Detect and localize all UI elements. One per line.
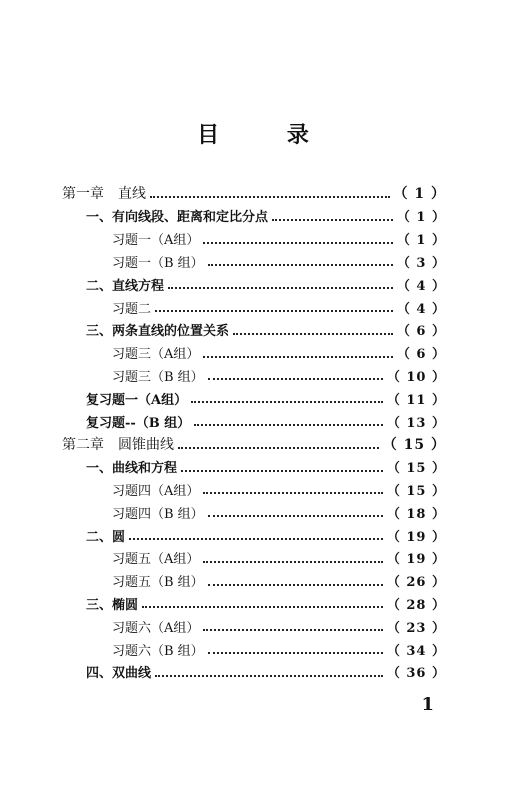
toc-entry-page: （ 3 ）: [396, 255, 446, 271]
toc-entry-page: （ 13 ）: [386, 415, 446, 431]
toc-entry-page: （ 15 ）: [386, 461, 446, 477]
page-number: 1: [421, 694, 434, 715]
page-title: 目 录: [197, 123, 339, 148]
toc-entry-page: （ 19 ）: [386, 529, 446, 545]
dot-leader: [168, 287, 393, 289]
toc-entry-page: （ 11 ）: [386, 392, 446, 408]
toc-entry-label: 二、直线方程: [86, 278, 165, 294]
toc-entry-label: 习题六（A组）: [112, 620, 200, 636]
toc-entry: [112, 250, 446, 272]
dot-leader: [208, 515, 383, 517]
toc-entry-label: 习题五（B 组）: [112, 575, 204, 591]
toc-entry-label: 习题五（A组）: [112, 552, 200, 568]
toc-entry: [86, 319, 446, 341]
toc-entry: [112, 501, 446, 523]
toc-entry: [62, 433, 446, 455]
toc-entry: [112, 547, 446, 569]
toc-entry-page: （ 1 ）: [396, 233, 446, 249]
dot-leader: [203, 356, 393, 358]
dot-leader: [203, 629, 382, 631]
toc-entry-page: （ 15 ）: [386, 483, 446, 499]
dot-leader: [181, 470, 383, 472]
toc-entry-page: （ 36 ）: [386, 666, 446, 682]
toc-entry-page: （ 23 ）: [386, 620, 446, 636]
dot-leader: [150, 196, 390, 198]
dot-leader: [208, 378, 383, 380]
toc-entry-label: 习题六（B 组）: [112, 643, 204, 659]
toc-entry-label: 习题一（A组）: [112, 233, 200, 249]
toc-entry: [112, 342, 446, 364]
dot-leader: [194, 424, 383, 426]
toc-entry: [112, 615, 446, 637]
toc-entry: [112, 364, 446, 386]
toc-entry: [112, 570, 446, 592]
toc-entry-label: 习题三（A组）: [112, 347, 200, 363]
toc-entry-label: 第二章 圆锥曲线: [62, 436, 174, 453]
toc-entry-label: 复习题一（A组）: [86, 392, 188, 408]
dot-leader: [272, 219, 393, 221]
toc-entry: [62, 182, 446, 204]
dot-leader: [203, 561, 382, 563]
toc-entry-label: 一、曲线和方程: [86, 461, 178, 477]
toc-entry: [86, 456, 446, 478]
toc-entry-label: 四、双曲线: [86, 666, 152, 682]
toc-entry-page: （ 28 ）: [386, 597, 446, 613]
toc-entry-label: 习题三（B 组）: [112, 369, 204, 385]
toc-entry: [86, 524, 446, 546]
dot-leader: [142, 606, 383, 608]
toc-entry-label: 三、两条直线的位置关系: [86, 324, 230, 340]
toc-entry-page: （ 4 ）: [396, 301, 446, 317]
dot-leader: [208, 652, 383, 654]
toc-entry-page: （ 1 ）: [396, 210, 446, 226]
toc-entry: [86, 592, 446, 614]
toc-entry-label: 复习题--（B 组）: [86, 415, 191, 431]
dot-leader: [191, 401, 383, 403]
toc-entry-page: （ 18 ）: [386, 506, 446, 522]
toc-entry-label: 第一章 直线: [62, 186, 146, 202]
toc-entry-page: （ 4 ）: [396, 278, 446, 294]
toc-entry: [112, 296, 446, 318]
toc-entry: [112, 478, 446, 500]
toc-entry: [112, 638, 446, 660]
toc-entry: [86, 410, 446, 432]
toc-entry-page: （ 6 ）: [396, 347, 446, 363]
toc-entry-label: 三、椭圆: [86, 597, 139, 613]
toc-entry-label: 习题一（B 组）: [112, 255, 204, 271]
dot-leader: [208, 264, 393, 266]
dot-leader: [155, 675, 383, 677]
toc-entry-label: 习题四（A组）: [112, 483, 200, 499]
dot-leader: [203, 492, 382, 494]
dot-leader: [178, 447, 379, 449]
toc-entry-page: （ 6 ）: [396, 324, 446, 340]
toc-entry-page: （ 26 ）: [386, 575, 446, 591]
toc-entry-label: 二、圆: [86, 529, 126, 545]
toc-entry: [86, 661, 446, 683]
toc-entry-page: （ 19 ）: [386, 552, 446, 568]
toc-entry: [112, 228, 446, 250]
dot-leader: [129, 538, 383, 540]
dot-leader: [208, 584, 383, 586]
toc-entry: [86, 205, 446, 227]
toc-entry-label: 习题四（B 组）: [112, 506, 204, 522]
toc-entry-page: （ 15 ）: [382, 436, 446, 453]
toc-entry-label: 一、有向线段、距离和定比分点: [86, 210, 269, 226]
toc-entry-page: （ 1 ）: [393, 186, 446, 202]
dot-leader: [233, 333, 393, 335]
toc-entry: [86, 273, 446, 295]
toc-entry-label: 习题二: [112, 301, 152, 317]
toc-entry-page: （ 34 ）: [386, 643, 446, 659]
dot-leader: [203, 242, 393, 244]
toc-entry: [86, 387, 446, 409]
toc-entry-page: （ 10 ）: [386, 369, 446, 385]
dot-leader: [155, 310, 393, 312]
